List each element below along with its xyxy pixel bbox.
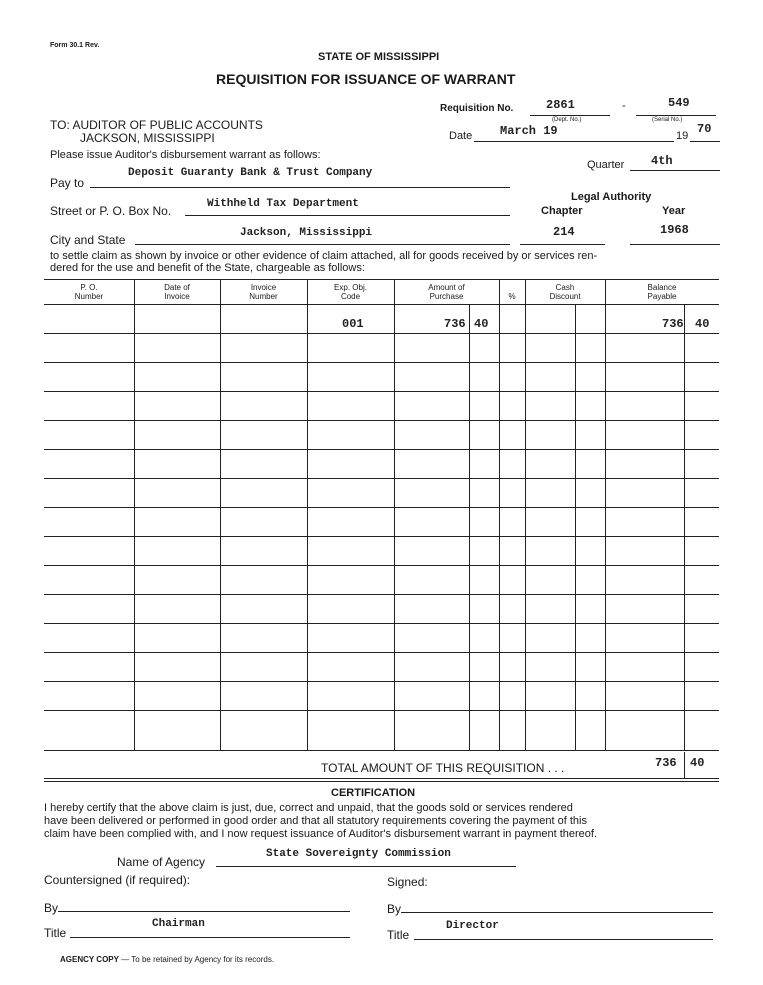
- date-label: Date: [449, 130, 473, 142]
- form-number: Form 30.1 Rev.: [50, 42, 100, 49]
- header-amount-of-purchase: Amount of Purchase: [428, 283, 465, 301]
- requisition-dash: -: [622, 100, 626, 112]
- dept-number: 2861: [546, 98, 575, 112]
- chapter-label: Chapter: [541, 205, 583, 217]
- certification-line-3: claim have been complied with, and I now request issuance of Auditor's disbursement warrant in payment thereof.: [44, 828, 598, 840]
- agency-value: State Sovereignty Commission: [266, 848, 451, 860]
- header-invoice-number: Invoice Number: [249, 283, 278, 301]
- agency-label: Name of Agency: [117, 855, 206, 869]
- date-year-suffix: 70: [697, 122, 712, 136]
- total-label: TOTAL AMOUNT OF THIS REQUISITION . . .: [321, 761, 565, 775]
- certification-line-2: have been delivered or performed in good order and that all statutory requirements covering the payment of this: [44, 815, 587, 827]
- pay-to-label: Pay to: [50, 176, 85, 190]
- legal-authority-label: Legal Authority: [571, 191, 652, 203]
- countersigned-label: Countersigned (if required):: [44, 873, 191, 887]
- requisition-label: Requisition No.: [440, 103, 514, 114]
- quarter-value: 4th: [651, 154, 673, 168]
- street-value: Withheld Tax Department: [207, 198, 359, 210]
- pay-to-value: Deposit Guaranty Bank & Trust Company: [128, 167, 373, 179]
- footer-note: [60, 955, 274, 964]
- header-date-of-invoice: Date of Invoice: [164, 283, 190, 301]
- total-dollars: 736: [655, 756, 677, 770]
- street-label: Street or P. O. Box No.: [50, 204, 172, 218]
- signed-label: Signed:: [387, 875, 428, 889]
- to-line-1: TO: AUDITOR OF PUBLIC ACCOUNTS: [50, 118, 263, 132]
- dept-number-caption: (Dept. No.): [552, 117, 582, 123]
- year-label: Year: [662, 205, 686, 217]
- year-value: 1968: [660, 223, 689, 237]
- date-value: March 19: [500, 124, 558, 138]
- header-percent: %: [508, 292, 516, 301]
- to-line-2: JACKSON, MISSISSIPPI: [80, 131, 215, 145]
- row-1-amount-cents: 40: [474, 317, 489, 331]
- header-po-number: P. O. Number: [74, 283, 104, 301]
- by-right-label: By: [387, 902, 402, 916]
- total-cents: 40: [690, 756, 705, 770]
- form-title: REQUISITION FOR ISSUANCE OF WARRANT: [216, 71, 516, 87]
- header-exp-obj-code: Exp. Obj. Code: [334, 283, 367, 301]
- certification-line-1: I hereby certify that the above claim is just, due, correct and unpaid, that the goods sold or services rendered: [44, 802, 573, 814]
- row-1-balance-cents: 40: [695, 317, 710, 331]
- quarter-label: Quarter: [587, 159, 625, 171]
- state-heading: STATE OF MISSISSIPPI: [318, 51, 440, 63]
- title-right-label: Title: [387, 928, 410, 942]
- footer-agency-copy: AGENCY COPY: [60, 955, 119, 964]
- serial-number-caption: (Serial No.): [652, 117, 683, 123]
- serial-number: 549: [668, 96, 690, 110]
- title-right-value: Director: [446, 920, 499, 932]
- settle-text-line-2: dered for the use and benefit of the State, chargeable as follows:: [50, 262, 365, 274]
- header-balance-payable: Balance Payable: [647, 283, 677, 301]
- chapter-value: 214: [553, 225, 575, 239]
- settle-text-line-1: to settle claim as shown by invoice or other evidence of claim attached, all for goods received by or services ren-: [50, 250, 598, 262]
- title-left-value: Chairman: [152, 918, 205, 930]
- instruction-text: Please issue Auditor's disbursement warrant as follows:: [50, 149, 321, 161]
- footer-text: — To be retained by Agency for its records.: [121, 955, 275, 964]
- row-1-exp-code: 001: [342, 317, 364, 331]
- title-left-label: Title: [44, 926, 67, 940]
- row-1-amount-dollars: 736: [444, 317, 466, 331]
- certification-heading: CERTIFICATION: [331, 787, 416, 799]
- charges-table: [44, 279, 719, 751]
- date-year-prefix: 19: [676, 130, 689, 142]
- city-value: Jackson, Mississippi: [240, 227, 373, 239]
- by-left-label: By: [44, 901, 59, 915]
- city-label: City and State: [50, 233, 126, 247]
- row-1-balance-dollars: 736: [662, 317, 684, 331]
- header-cash-discount: Cash Discount: [549, 283, 581, 301]
